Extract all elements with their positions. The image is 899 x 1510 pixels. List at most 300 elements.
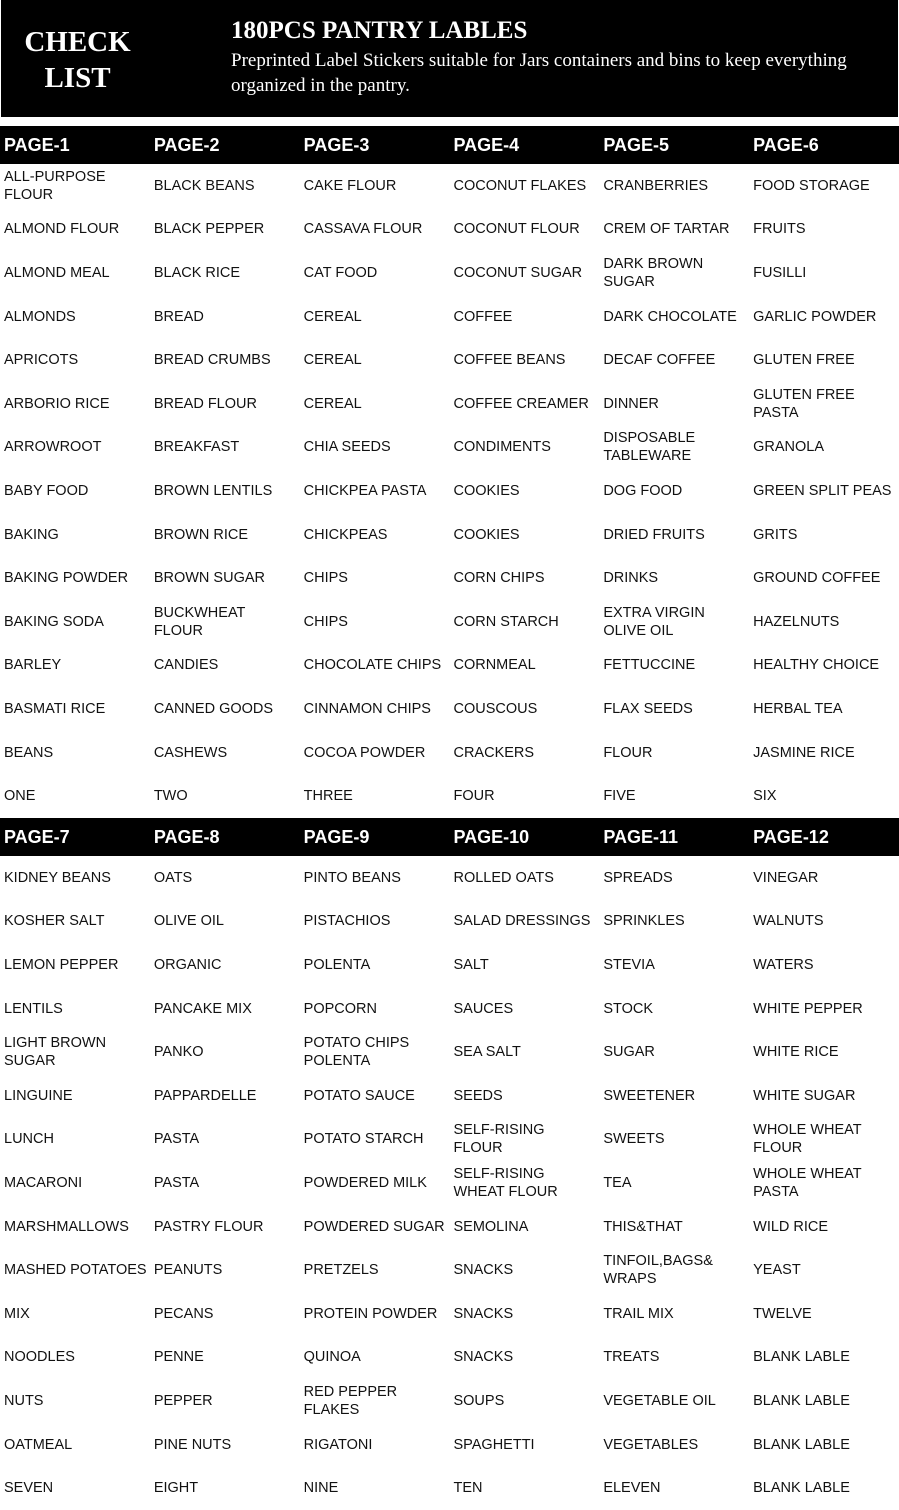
- label-item: [449, 469, 599, 513]
- label-text: MIX: [4, 1305, 30, 1322]
- label-text: GREEN SPLIT PEAS: [753, 482, 892, 499]
- label-text: MARSHMALLOWS: [4, 1218, 129, 1235]
- label-text: BLANK LABLE: [753, 1392, 850, 1409]
- label-text: CHIPS: [303, 570, 348, 587]
- label-text: CEREAL: [303, 395, 362, 412]
- label-text: BARLEY: [4, 657, 62, 674]
- label-item: [150, 1161, 300, 1205]
- page-column-header: PAGE-2: [153, 135, 220, 155]
- label-item: [150, 1336, 300, 1380]
- product-title: 180PCS PANTRY LABLES: [231, 17, 528, 44]
- label-text: CINNAMON CHIPS: [303, 700, 431, 717]
- label-item: [0, 644, 150, 688]
- label-text: ALMOND FLOUR: [4, 221, 120, 238]
- page-column-header: PAGE-11: [603, 827, 679, 847]
- page-column-header: PAGE-3: [303, 135, 370, 155]
- label-item: [300, 1074, 450, 1118]
- label-item: [150, 1466, 300, 1510]
- label-item: [749, 251, 899, 295]
- label-item: [300, 382, 450, 426]
- label-text: PISTACHIOS: [303, 913, 391, 930]
- label-item: [300, 1030, 450, 1074]
- label-text: COFFEE: [453, 308, 513, 325]
- label-item: [150, 1379, 300, 1423]
- label-text: BROWN SUGAR: [153, 570, 265, 587]
- label-item: [449, 426, 599, 470]
- label-text: WATERS: [753, 956, 814, 973]
- label-text: CEREAL: [303, 308, 362, 325]
- label-item: [749, 687, 899, 731]
- label-text: DARK BROWN SUGAR: [603, 255, 704, 290]
- label-item: [599, 426, 749, 470]
- label-text: BREAKFAST: [153, 439, 240, 456]
- label-item: [449, 556, 599, 600]
- label-item: [300, 1466, 450, 1510]
- label-item: [300, 1423, 450, 1467]
- checklist-title-line2: LIST: [44, 62, 111, 94]
- label-item: [150, 1118, 300, 1162]
- label-text: ALMONDS: [4, 308, 76, 325]
- label-item: [599, 208, 749, 252]
- label-item: [150, 987, 300, 1031]
- label-item: [749, 1074, 899, 1118]
- label-text: BLACK PEPPER: [153, 221, 265, 238]
- label-text: DOG FOOD: [603, 482, 683, 499]
- label-text: OATS: [153, 869, 193, 886]
- label-text: TRAIL MIX: [603, 1305, 674, 1322]
- label-text: CANDIES: [153, 657, 219, 674]
- label-item: [150, 338, 300, 382]
- label-item: [449, 208, 599, 252]
- label-item: [300, 208, 450, 252]
- label-item: [150, 644, 300, 688]
- label-item: [150, 1074, 300, 1118]
- label-item: [749, 556, 899, 600]
- label-item: [0, 1248, 150, 1292]
- label-text: COCOA POWDER: [303, 744, 426, 761]
- label-text: COOKIES: [453, 526, 520, 543]
- label-item: [749, 208, 899, 252]
- page-column-header: PAGE-1: [4, 135, 70, 155]
- label-item: [449, 987, 599, 1031]
- label-item: [300, 513, 450, 557]
- label-text: SELF-RISING WHEAT FLOUR: [453, 1165, 558, 1200]
- label-item: [150, 1030, 300, 1074]
- label-text: MASHED POTATOES: [4, 1262, 147, 1279]
- label-text: CANNED GOODS: [153, 700, 274, 717]
- label-text: KOSHER SALT: [4, 913, 105, 930]
- label-text: BAKING POWDER: [4, 570, 129, 587]
- label-text: CREM OF TARTAR: [603, 221, 730, 238]
- label-text: PANCAKE MIX: [153, 1000, 252, 1017]
- label-text: POTATO SAUCE: [303, 1087, 415, 1104]
- label-text: ORGANIC: [153, 956, 222, 973]
- label-item: [449, 900, 599, 944]
- label-text: BASMATI RICE: [4, 700, 106, 717]
- label-item: [0, 1205, 150, 1249]
- label-text: CAKE FLOUR: [303, 177, 397, 194]
- label-row: [0, 1161, 899, 1205]
- label-item: [300, 644, 450, 688]
- label-item: [449, 1336, 599, 1380]
- label-item: [0, 687, 150, 731]
- product-description: Preprinted Label Stickers suitable for Jars containers and bins to keep everything organized in the pantry.: [231, 50, 847, 96]
- label-row: [0, 1466, 899, 1510]
- label-item: [449, 774, 599, 818]
- label-text: PROTEIN POWDER: [303, 1305, 438, 1322]
- label-text: BABY FOOD: [4, 482, 89, 499]
- label-item: [150, 382, 300, 426]
- label-item: [300, 1205, 450, 1249]
- label-text: PASTA: [153, 1131, 200, 1148]
- label-list: [0, 164, 899, 818]
- label-text: COUSCOUS: [453, 700, 538, 717]
- label-item: [599, 164, 749, 208]
- label-text: PASTRY FLOUR: [153, 1218, 264, 1235]
- label-item: [749, 774, 899, 818]
- label-row: [0, 1205, 899, 1249]
- label-item: [0, 1074, 150, 1118]
- label-item: [599, 382, 749, 426]
- label-text: YEAST: [753, 1262, 801, 1279]
- label-text: DRIED FRUITS: [603, 526, 705, 543]
- label-text: FLOUR: [603, 744, 653, 761]
- label-text: CEREAL: [303, 352, 362, 369]
- label-item: [300, 295, 450, 339]
- label-text: ALMOND MEAL: [4, 264, 110, 281]
- label-item: [300, 1118, 450, 1162]
- label-text: RED PEPPER FLAKES: [303, 1383, 398, 1418]
- label-item: [0, 900, 150, 944]
- label-item: [300, 600, 450, 644]
- label-row: [0, 900, 899, 944]
- label-item: [300, 164, 450, 208]
- checklist-title: [1, 24, 154, 96]
- label-item: [0, 164, 150, 208]
- label-row: [0, 1379, 899, 1423]
- label-text: APRICOTS: [4, 352, 79, 369]
- label-text: SAUCES: [453, 1000, 514, 1017]
- label-text: CORNMEAL: [453, 657, 536, 674]
- label-text: STEVIA: [603, 956, 655, 973]
- label-item: [449, 731, 599, 775]
- label-row: [0, 987, 899, 1031]
- label-text: SEMOLINA: [453, 1218, 529, 1235]
- label-text: TEN: [453, 1480, 483, 1497]
- label-text: ALL-PURPOSE FLOUR: [4, 168, 106, 203]
- label-text: BAKING: [4, 526, 59, 543]
- label-item: [749, 900, 899, 944]
- label-item: [599, 900, 749, 944]
- label-item: [599, 1161, 749, 1205]
- label-item: [599, 556, 749, 600]
- page-column-header: PAGE-5: [603, 135, 669, 155]
- label-item: [449, 382, 599, 426]
- label-item: [0, 856, 150, 900]
- label-item: [599, 1074, 749, 1118]
- label-text: VEGETABLE OIL: [603, 1392, 716, 1409]
- label-text: ARBORIO RICE: [4, 395, 110, 412]
- label-item: [599, 1248, 749, 1292]
- label-item: [449, 338, 599, 382]
- label-item: [599, 295, 749, 339]
- label-item: [0, 1336, 150, 1380]
- label-item: [300, 856, 450, 900]
- label-text: POLENTA: [303, 956, 371, 973]
- label-item: [300, 731, 450, 775]
- label-item: [0, 731, 150, 775]
- label-item: [749, 513, 899, 557]
- label-item: [449, 1161, 599, 1205]
- label-text: FOOD STORAGE: [753, 177, 870, 194]
- label-text: SALAD DRESSINGS: [453, 913, 591, 930]
- label-item: [150, 687, 300, 731]
- label-item: [599, 687, 749, 731]
- label-row: [0, 382, 899, 426]
- label-item: [0, 469, 150, 513]
- label-item: [599, 644, 749, 688]
- label-text: OATMEAL: [4, 1436, 73, 1453]
- label-text: NOODLES: [4, 1349, 75, 1366]
- label-text: NINE: [303, 1480, 339, 1497]
- label-row: [0, 1074, 899, 1118]
- label-item: [300, 1379, 450, 1423]
- label-text: PASTA: [153, 1174, 200, 1191]
- label-row: [0, 556, 899, 600]
- label-item: [0, 295, 150, 339]
- label-item: [599, 513, 749, 557]
- label-row: [0, 1248, 899, 1292]
- label-item: [0, 1466, 150, 1510]
- label-item: [150, 774, 300, 818]
- label-text: WHITE PEPPER: [753, 1000, 863, 1017]
- label-item: [749, 731, 899, 775]
- label-text: ROLLED OATS: [453, 869, 554, 886]
- label-item: [0, 382, 150, 426]
- label-text: SUGAR: [603, 1044, 655, 1061]
- label-text: POWDERED SUGAR: [303, 1218, 445, 1235]
- label-text: SEEDS: [453, 1087, 503, 1104]
- label-item: [749, 856, 899, 900]
- label-item: [449, 1030, 599, 1074]
- label-text: LEMON PEPPER: [4, 956, 119, 973]
- label-text: STOCK: [603, 1000, 654, 1017]
- label-text: TWELVE: [753, 1305, 812, 1322]
- label-text: WILD RICE: [753, 1218, 829, 1235]
- label-text: PECANS: [153, 1305, 214, 1322]
- label-text: EXTRA VIRGIN OLIVE OIL: [603, 604, 705, 639]
- label-text: POWDERED MILK: [303, 1174, 427, 1191]
- label-item: [0, 1161, 150, 1205]
- label-row: [0, 600, 899, 644]
- label-item: [150, 469, 300, 513]
- label-row: [0, 644, 899, 688]
- label-text: SPAGHETTI: [453, 1436, 535, 1453]
- label-row: [0, 1336, 899, 1380]
- label-item: [150, 856, 300, 900]
- label-item: [300, 943, 450, 987]
- label-text: OLIVE OIL: [153, 913, 224, 930]
- label-item: [150, 1292, 300, 1336]
- label-text: PINTO BEANS: [303, 869, 401, 886]
- label-item: [449, 251, 599, 295]
- label-text: BREAD FLOUR: [153, 395, 257, 412]
- label-text: CRACKERS: [453, 744, 535, 761]
- label-item: [150, 556, 300, 600]
- label-text: GROUND COFFEE: [753, 570, 881, 587]
- label-item: [0, 426, 150, 470]
- label-text: BAKING SODA: [4, 613, 104, 630]
- label-text: CAT FOOD: [303, 264, 378, 281]
- label-text: BLANK LABLE: [753, 1349, 850, 1366]
- label-item: [300, 1248, 450, 1292]
- label-item: [749, 469, 899, 513]
- label-item: [749, 644, 899, 688]
- label-row: [0, 251, 899, 295]
- label-item: [300, 556, 450, 600]
- label-item: [749, 426, 899, 470]
- label-item: [599, 469, 749, 513]
- label-item: [150, 900, 300, 944]
- label-text: CRANBERRIES: [603, 177, 709, 194]
- label-text: COCONUT SUGAR: [453, 264, 583, 281]
- page-column-header: PAGE-6: [753, 135, 819, 155]
- label-text: SPRINKLES: [603, 913, 685, 930]
- label-text: BEANS: [4, 744, 54, 761]
- label-item: [749, 1205, 899, 1249]
- page-column-header: PAGE-10: [453, 827, 530, 847]
- label-item: [599, 731, 749, 775]
- label-text: CHOCOLATE CHIPS: [303, 657, 442, 674]
- label-text: CORN CHIPS: [453, 570, 545, 587]
- label-item: [749, 1118, 899, 1162]
- label-item: [0, 1292, 150, 1336]
- label-text: DINNER: [603, 395, 659, 412]
- label-row: [0, 687, 899, 731]
- label-text: ONE: [4, 788, 36, 805]
- label-text: CHICKPEA PASTA: [303, 482, 427, 499]
- label-item: [599, 774, 749, 818]
- label-text: NUTS: [4, 1392, 44, 1409]
- label-text: HAZELNUTS: [753, 613, 840, 630]
- label-row: [0, 1030, 899, 1074]
- label-text: PEPPER: [153, 1392, 213, 1409]
- label-text: SNACKS: [453, 1349, 514, 1366]
- label-text: TWO: [153, 788, 188, 805]
- label-text: CASSAVA FLOUR: [303, 221, 423, 238]
- label-row: [0, 1423, 899, 1467]
- label-text: WHITE RICE: [753, 1044, 839, 1061]
- label-text: SWEETENER: [603, 1087, 696, 1104]
- label-item: [300, 1336, 450, 1380]
- label-item: [449, 1205, 599, 1249]
- label-item: [749, 1423, 899, 1467]
- label-text: TINFOIL,BAGS& WRAPS: [603, 1253, 713, 1288]
- label-text: DECAF COFFEE: [603, 352, 716, 369]
- label-text: BLANK LABLE: [753, 1480, 850, 1497]
- label-item: [449, 687, 599, 731]
- label-text: SIX: [753, 788, 777, 805]
- label-text: WHITE SUGAR: [753, 1087, 856, 1104]
- label-row: [0, 338, 899, 382]
- label-text: FLAX SEEDS: [603, 700, 693, 717]
- label-text: RIGATONI: [303, 1436, 373, 1453]
- label-text: FOUR: [453, 788, 495, 805]
- label-item: [449, 856, 599, 900]
- label-text: BLANK LABLE: [753, 1436, 850, 1453]
- checklist-title-line1: CHECK: [24, 26, 131, 58]
- label-text: EIGHT: [153, 1480, 199, 1497]
- label-text: SWEETS: [603, 1131, 665, 1148]
- label-text: LUNCH: [4, 1131, 54, 1148]
- label-item: [749, 1030, 899, 1074]
- checklist-section-2: [0, 818, 899, 1510]
- label-item: [749, 164, 899, 208]
- label-item: [300, 426, 450, 470]
- label-text: CONDIMENTS: [453, 439, 551, 456]
- label-item: [599, 1423, 749, 1467]
- label-item: [150, 251, 300, 295]
- label-text: FRUITS: [753, 221, 806, 238]
- label-text: POPCORN: [303, 1000, 377, 1017]
- label-text: COCONUT FLOUR: [453, 221, 580, 238]
- label-text: SOUPS: [453, 1392, 505, 1409]
- label-text: ELEVEN: [603, 1480, 661, 1497]
- label-row: [0, 295, 899, 339]
- label-row: [0, 943, 899, 987]
- label-item: [749, 1161, 899, 1205]
- label-text: GRITS: [753, 526, 798, 543]
- label-item: [300, 1292, 450, 1336]
- label-item: [150, 1423, 300, 1467]
- label-text: GRANOLA: [753, 439, 825, 456]
- label-item: [0, 1118, 150, 1162]
- label-item: [599, 251, 749, 295]
- label-item: [449, 513, 599, 557]
- label-text: BREAD: [153, 308, 204, 325]
- label-item: [449, 164, 599, 208]
- label-text: CHIPS: [303, 613, 348, 630]
- label-item: [150, 426, 300, 470]
- label-row: [0, 469, 899, 513]
- label-text: CORN STARCH: [453, 613, 559, 630]
- label-text: ARROWROOT: [4, 439, 102, 456]
- label-item: [599, 1292, 749, 1336]
- label-row: [0, 1292, 899, 1336]
- label-text: QUINOA: [303, 1349, 361, 1366]
- label-item: [599, 1466, 749, 1510]
- label-text: SPREADS: [603, 869, 673, 886]
- label-item: [0, 338, 150, 382]
- label-text: HERBAL TEA: [753, 700, 843, 717]
- header-banner: [1, 0, 898, 117]
- label-item: [599, 600, 749, 644]
- label-text: MACARONI: [4, 1174, 83, 1191]
- label-item: [0, 987, 150, 1031]
- label-text: VINEGAR: [753, 869, 819, 886]
- label-item: [749, 295, 899, 339]
- label-text: TEA: [603, 1174, 632, 1191]
- label-text: FETTUCCINE: [603, 657, 696, 674]
- label-text: PRETZELS: [303, 1262, 379, 1279]
- label-text: DARK CHOCOLATE: [603, 308, 737, 325]
- label-item: [449, 600, 599, 644]
- label-text: SNACKS: [453, 1262, 514, 1279]
- label-text: PEANUTS: [153, 1262, 223, 1279]
- label-item: [449, 644, 599, 688]
- label-text: WALNUTS: [753, 913, 824, 930]
- label-item: [300, 987, 450, 1031]
